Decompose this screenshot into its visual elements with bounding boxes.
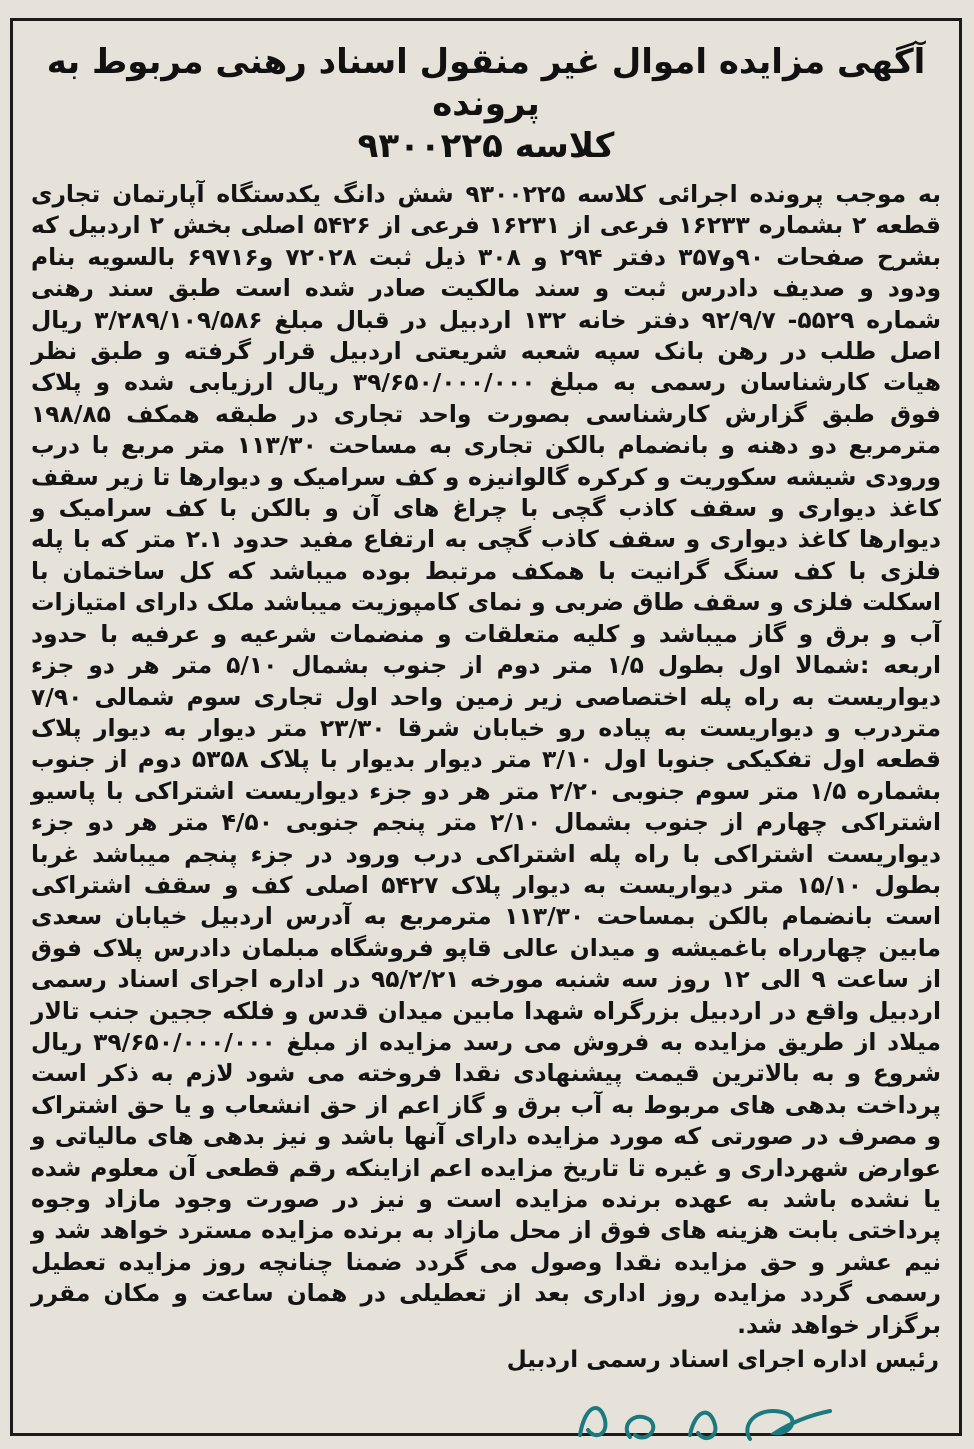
notice-body: به موجب پرونده اجرائی کلاسه ۹۳۰۰۲۲۵ شش دانگ یکدستگاه آپارتمان تجاری قطعه ۲ بشماره ۱۶۲۳۳ فرعی از ۱۶۲۳۱ فرعی از ۵۴۲۶ اصلی بخش ۲ اردبیل که بشرح صفحات ۹۰و۳۵۷ دفتر ۲۹۴ و ۳۰۸ ذیل ثبت ۷۲۰۲۸ و۶۹۷۱۶ بالسویه بنام ودود و صدیف دادرس ثبت و سند مالکیت صادر شده است طبق سند رهنی شماره ۵۵۲۹- ۹۲/۹/۷ دفتر خانه ۱۳۲ اردبیل در قبال مبلغ ۳/۲۸۹/۱۰۹/۵۸۶ ریال اصل طلب در رهن بانک سپه شعبه شریعتی اردبیل قرار گرفته و طبق نظر هیات کارشناسان رسمی به مبلغ ۳۹/۶۵۰/۰۰۰/۰۰۰ ریال ارزیابی شده و پلاک فوق طبق گزارش کارشناسی بصورت واحد تجاری در طبقه همکف ۱۹۸/۸۵ مترمربع دو دهنه و بانضمام بالکن تجاری به مساحت ۱۱۳/۳۰ متر مربع با درب ورودی شیشه سکوریت و کرکره گالوانیزه و کف سرامیک و دیوارها تا زیر سقف کاغذ دیواری و سقف کاذب گچی با چراغ های آن و بالکن با کف سرامیک و دیوارها کاغذ دیواری و سقف کاذب گچی به ارتفاع مفید حدود ۲.۱ متر که با پله فلزی با کف سنگ گرانیت با همکف مرتبط بوده میباشد که کل ساختمان با اسکلت فلزی و سقف طاق ضربی و نمای کامپوزیت میباشد ملک دارای امتیازات آب و برق و گاز میباشد و کلیه متعلقات و منضمات شرعیه و عرفیه با حدود اربعه :شمالا اول بطول ۱/۵ متر دوم از جنوب بشمال ۵/۱۰ متر هر دو جزء دیواریست به راه پله اختصاصی زیر زمین واحد اول تجاری سوم شمالی ۷/۹۰ متردرب و دیواریست به پیاده رو خیابان شرقا ۲۳/۳۰ متر دیوار به دیوار پلاک قطعه اول تفکیکی جنوبا اول ۳/۱۰ متر دیوار بدیوار با پلاک ۵۳۵۸ دوم از جنوب بشماره ۱/۵ متر سوم جنوبی ۲/۲۰ متر هر دو جزء دیواریست اشتراکی با پاسیو اشتراکی چهارم از جنوب بشمال ۲/۱۰ متر پنجم جنوبی ۴/۵۰ متر هر دو جزء دیواریست اشتراکی با راه پله اشتراکی درب ورود در جزء پنجم میباشد غربا بطول ۱۵/۱۰ متر دیواریست به دیوار پلاک ۵۴۲۷ اصلی کف و سقف اشتراکی است بانضمام بالکن بمساحت ۱۱۳/۳۰ مترمربع به آدرس اردبیل خیابان سعدی مابین چهارراه باغمیشه و میدان عالی قاپو فروشگاه مبلمان دادرس پلاک فوق از ساعت ۹ الی ۱۲ روز سه شنبه مورخه ۹۵/۲/۲۱ در اداره اجرای اسناد رسمی اردبیل واقع در اردبیل بزرگراه شهدا مابین میدان قدس و فلکه ججین جنب تالار میلاد از طریق مزایده به فروش می رسد مزایده از مبلغ ۳۹/۶۵۰/۰۰۰/۰۰۰ ریال شروع و به بالاترین قیمت پیشنهادی نقدا فروخته می شود لازم به ذکر است پرداخت بدهی های مربوط به آب برق و گاز اعم از حق انشعاب و یا حق اشتراک و مصرف در صورتی که مورد مزایده دارای آنها باشد و نیز بدهی های مالیاتی و عوارض شهرداری و غیره تا تاریخ مزایده اعم ازاینکه رقم قطعی آن معلوم شده یا نشده باشد به عهده برنده مزایده است و نیز در صورت وجود مازاد وجوه پرداختی بابت هزینه های فوق از محل مازاد به برنده مزایده مسترد خواهد شد و نیم عشر و حق مزایده نقدا وصول می گردد ضمنا چنانچه روز مزایده تعطیل رسمی گردد مزایده روز اداری بعد از تعطیلی در همان ساعت و مکان مقرر برگزار خواهد شد. [31,180,942,1339]
notice-signature: رئیس اداره اجرای اسناد رسمی اردبیل [506,1347,939,1374]
notice-title [37,41,935,167]
notice-frame [10,18,962,1436]
notice-title-line-1: آگهی مزایده اموال غیر منقول اسناد رهنی مربوط به پرونده [46,42,926,124]
notice-title-line-2: کلاسه ۹۳۰۰۲۲۵ [357,126,615,166]
handwritten-mark [560,1385,860,1445]
